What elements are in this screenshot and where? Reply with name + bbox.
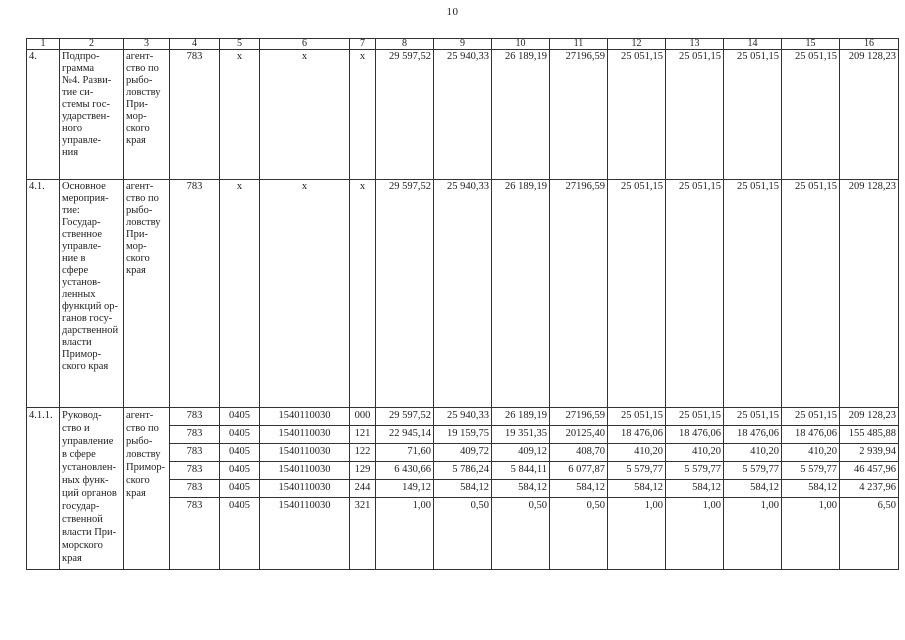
value-cell: 27196,59	[550, 180, 608, 408]
value-cell: 29 597,52	[376, 50, 434, 180]
code-cell: 244	[350, 480, 376, 498]
value-cell: 27196,59	[550, 408, 608, 426]
value-cell: 409,12	[492, 444, 550, 462]
row-name: Подпро- грамма №4. Разви- тие си- стемы гос- ударствен- ного управле- ния	[60, 50, 124, 180]
value-cell: 25 051,15	[608, 180, 666, 408]
header-cell: 1	[27, 39, 60, 50]
code-cell: 783	[170, 180, 220, 408]
header-cell: 7	[350, 39, 376, 50]
header-cell: 12	[608, 39, 666, 50]
code-cell: 783	[170, 50, 220, 180]
value-cell: 209 128,23	[840, 408, 899, 426]
row-number: 4.1.1.	[27, 408, 60, 570]
header-cell: 10	[492, 39, 550, 50]
row-number: 4.1.	[27, 180, 60, 408]
code-cell: х	[260, 50, 350, 180]
value-cell: 26 189,19	[492, 180, 550, 408]
value-cell: 25 051,15	[666, 408, 724, 426]
row-number: 4.	[27, 50, 60, 180]
value-cell: 584,12	[492, 480, 550, 498]
code-cell: х	[220, 180, 260, 408]
value-cell: 18 476,06	[666, 426, 724, 444]
value-cell: 25 051,15	[724, 180, 782, 408]
code-cell: 1540110030	[260, 444, 350, 462]
table-row	[27, 180, 899, 408]
value-cell: 20125,40	[550, 426, 608, 444]
value-cell: 25 051,15	[608, 408, 666, 426]
header-cell: 8	[376, 39, 434, 50]
value-cell: 0,50	[550, 498, 608, 570]
value-cell: 2 939,94	[840, 444, 899, 462]
column-numbers-row	[27, 39, 899, 50]
value-cell: 1,00	[666, 498, 724, 570]
code-cell: 783	[170, 480, 220, 498]
header-cell: 11	[550, 39, 608, 50]
code-cell: 0405	[220, 426, 260, 444]
budget-table	[26, 38, 899, 570]
value-cell: 584,12	[550, 480, 608, 498]
value-cell: 25 940,33	[434, 180, 492, 408]
code-cell: 0405	[220, 480, 260, 498]
value-cell: 5 579,77	[724, 462, 782, 480]
header-cell: 13	[666, 39, 724, 50]
value-cell: 5 786,24	[434, 462, 492, 480]
header-cell: 6	[260, 39, 350, 50]
value-cell: 25 051,15	[666, 180, 724, 408]
value-cell: 6 430,66	[376, 462, 434, 480]
value-cell: 4 237,96	[840, 480, 899, 498]
value-cell: 25 051,15	[782, 50, 840, 180]
header-cell: 9	[434, 39, 492, 50]
code-cell: 0405	[220, 498, 260, 570]
value-cell: 1,00	[608, 498, 666, 570]
code-cell: 783	[170, 408, 220, 426]
value-cell: 584,12	[724, 480, 782, 498]
value-cell: 408,70	[550, 444, 608, 462]
code-cell: 1540110030	[260, 462, 350, 480]
value-cell: 0,50	[492, 498, 550, 570]
code-cell: х	[350, 180, 376, 408]
value-cell: 27196,59	[550, 50, 608, 180]
value-cell: 25 051,15	[782, 408, 840, 426]
value-cell: 18 476,06	[608, 426, 666, 444]
value-cell: 410,20	[782, 444, 840, 462]
value-cell: 5 579,77	[782, 462, 840, 480]
value-cell: 6 077,87	[550, 462, 608, 480]
value-cell: 149,12	[376, 480, 434, 498]
row-agency: агент- ство по рыбо- ловству При- мор- ского края	[124, 180, 170, 408]
value-cell: 46 457,96	[840, 462, 899, 480]
row-agency: агент- ство по рыбо- ловству При- мор- ского края	[124, 50, 170, 180]
value-cell: 410,20	[666, 444, 724, 462]
code-cell: 129	[350, 462, 376, 480]
value-cell: 410,20	[608, 444, 666, 462]
table-row	[27, 50, 899, 180]
value-cell: 409,72	[434, 444, 492, 462]
code-cell: 783	[170, 444, 220, 462]
value-cell: 410,20	[724, 444, 782, 462]
value-cell: 584,12	[666, 480, 724, 498]
value-cell: 19 159,75	[434, 426, 492, 444]
table-row	[27, 408, 899, 426]
value-cell: 71,60	[376, 444, 434, 462]
value-cell: 18 476,06	[782, 426, 840, 444]
header-cell: 4	[170, 39, 220, 50]
value-cell: 5 579,77	[608, 462, 666, 480]
code-cell: х	[220, 50, 260, 180]
value-cell: 1,00	[782, 498, 840, 570]
value-cell: 25 940,33	[434, 50, 492, 180]
row-agency: агент- ство по рыбо- ловству Примор- ского края	[124, 408, 170, 570]
row-name: Основное мероприя- тие: Государ- ственное управле- ние в сфере установ- ленных функций ор- ганов госу- дарственной власти Примор- ского края	[60, 180, 124, 408]
code-cell: 783	[170, 498, 220, 570]
value-cell: 29 597,52	[376, 408, 434, 426]
code-cell: 1540110030	[260, 498, 350, 570]
value-cell: 29 597,52	[376, 180, 434, 408]
value-cell: 5 579,77	[666, 462, 724, 480]
code-cell: 1540110030	[260, 426, 350, 444]
value-cell: 25 940,33	[434, 408, 492, 426]
value-cell: 5 844,11	[492, 462, 550, 480]
row-name: Руковод- ство и управление в сфере установлен- ных функ- ций органов государ- ственной власти При- морского края	[60, 408, 124, 570]
value-cell: 19 351,35	[492, 426, 550, 444]
header-cell: 2	[60, 39, 124, 50]
page-number: 10	[446, 6, 459, 18]
value-cell: 18 476,06	[724, 426, 782, 444]
value-cell: 25 051,15	[724, 50, 782, 180]
code-cell: х	[260, 180, 350, 408]
code-cell: 783	[170, 462, 220, 480]
value-cell: 209 128,23	[840, 50, 899, 180]
code-cell: 1540110030	[260, 408, 350, 426]
header-cell: 5	[220, 39, 260, 50]
value-cell: 25 051,15	[782, 180, 840, 408]
value-cell: 25 051,15	[608, 50, 666, 180]
header-cell: 16	[840, 39, 899, 50]
code-cell: х	[350, 50, 376, 180]
code-cell: 321	[350, 498, 376, 570]
header-cell: 15	[782, 39, 840, 50]
value-cell: 584,12	[608, 480, 666, 498]
header-cell: 3	[124, 39, 170, 50]
value-cell: 155 485,88	[840, 426, 899, 444]
code-cell: 1540110030	[260, 480, 350, 498]
value-cell: 22 945,14	[376, 426, 434, 444]
value-cell: 584,12	[434, 480, 492, 498]
value-cell: 6,50	[840, 498, 899, 570]
code-cell: 0405	[220, 444, 260, 462]
value-cell: 209 128,23	[840, 180, 899, 408]
code-cell: 121	[350, 426, 376, 444]
value-cell: 0,50	[434, 498, 492, 570]
code-cell: 122	[350, 444, 376, 462]
value-cell: 1,00	[376, 498, 434, 570]
code-cell: 0405	[220, 408, 260, 426]
value-cell: 26 189,19	[492, 50, 550, 180]
value-cell: 25 051,15	[666, 50, 724, 180]
code-cell: 783	[170, 426, 220, 444]
value-cell: 1,00	[724, 498, 782, 570]
header-cell: 14	[724, 39, 782, 50]
code-cell: 0405	[220, 462, 260, 480]
value-cell: 25 051,15	[724, 408, 782, 426]
value-cell: 26 189,19	[492, 408, 550, 426]
value-cell: 584,12	[782, 480, 840, 498]
code-cell: 000	[350, 408, 376, 426]
